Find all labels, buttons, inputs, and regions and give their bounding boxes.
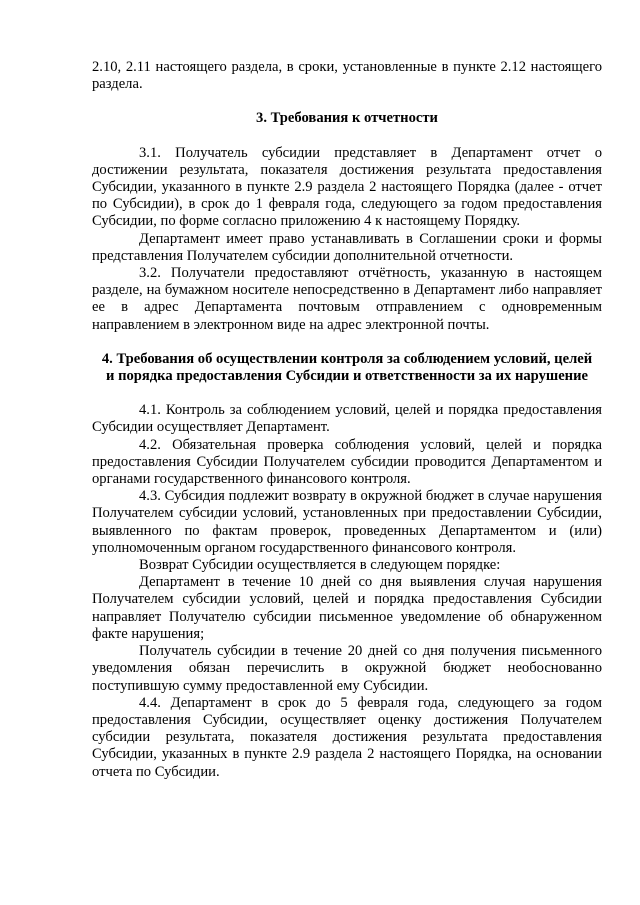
spacer [92,93,602,110]
paragraph-4-3: 4.3. Субсидия подлежит возврату в окружной бюджет в случае нарушения Получателем субсидии условий, установленных при предоставлении Субсидии, выявленного по фактам проверок, проведенных Департаментом и (или) уполномоченным органом государственного финансового контроля. [92,488,602,556]
spacer [92,334,602,351]
paragraph-3-1-note: Департамент имеет право устанавливать в Соглашении сроки и формы представления Получателем субсидии дополнительной отчетности. [92,230,602,264]
paragraph-return-order: Возврат Субсидии осуществляется в следующем порядке: [139,557,501,574]
paragraph-department-notice: Департамент в течение 10 дней со дня выявления случая нарушения Получателем субсидии условий, целей и порядка предоставления Субсидии направляет Получателю субсидии письменное уведомление об обнаруженном факте нарушения; [92,574,602,642]
section-4-heading-line-2: и порядка предоставления Субсидии и ответственности за их нарушение [106,368,588,385]
spacer [92,128,602,145]
section-3-heading: 3. Требования к отчетности [256,110,438,127]
paragraph-3-2: 3.2. Получатели предоставляют отчётность, указанную в настоящем разделе, на бумажном носителе непосредственно в Департамент либо направляет ее в адрес Департамента почтовым отправлением с одновременным направлением в электронном виде на адрес электронной почты. [92,265,602,333]
spacer [92,385,602,402]
paragraph-3-1: 3.1. Получатель субсидии представляет в Департамент отчет о достижении результата, показателя достижения результата предоставления Субсидии, указанного в пункте 2.9 раздела 2 настоящего Порядка (далее - отчет по Субсидии), в срок до 1 февраля года, следующего за годом предоставления Субсидии, по форме согласно приложению 4 к настоящему Порядку. [92,144,602,230]
paragraph-4-2: 4.2. Обязательная проверка соблюдения условий, целей и порядка предоставления Субсидии Получателем субсидии проводится Департаментом и органами государственного финансового контроля. [92,436,602,488]
paragraph-4-4: 4.4. Департамент в срок до 5 февраля года, следующего за годом предоставления Субсидии, осуществляет оценку достижения Получателем субсидии результата, показателя достижения результата предоставления Субсидии, указанных в пункте 2.9 раздела 2 настоящего Порядка, на основании отчета по Субсидии. [92,694,602,780]
document-page [92,59,602,781]
section-4-heading-line-1: 4. Требования об осуществлении контроля за соблюдением условий, целей [101,350,593,367]
intro-paragraph: 2.10, 2.11 настоящего раздела, в сроки, установленные в пункте 2.12 настоящего раздела. [92,59,602,93]
paragraph-recipient-refund: Получатель субсидии в течение 20 дней со дня получения письменного уведомления обязан перечислить в окружной бюджет необоснованно поступившую сумму предоставленной ему Субсидии. [92,643,602,694]
paragraph-4-1: 4.1. Контроль за соблюдением условий, целей и порядка предоставления Субсидии осуществляет Департамент. [92,402,602,436]
